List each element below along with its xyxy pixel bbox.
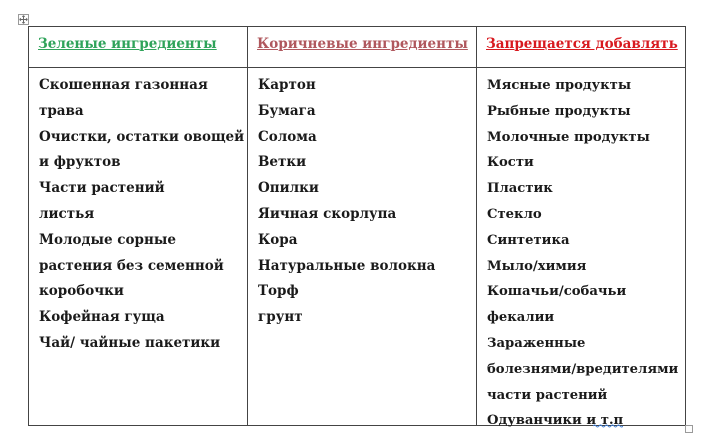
column-green — [29, 27, 246, 425]
list-item: Зараженные — [487, 335, 586, 351]
list-item: части растений — [487, 387, 608, 403]
list-item: Молодые сорные — [39, 231, 176, 248]
list-item: Кора — [258, 231, 298, 248]
list-item: Стекло — [487, 206, 542, 222]
list-item: Картон — [258, 77, 316, 93]
table-move-handle[interactable] — [18, 14, 29, 25]
list-item: болезнями/вредителями — [487, 361, 679, 377]
list-item: Мясные продукты — [487, 78, 632, 93]
list-item: Солома — [258, 128, 317, 145]
list-item: Кофейная гуща — [39, 309, 165, 326]
forbidden-items-list — [487, 73, 681, 434]
list-item: Опилки — [258, 180, 319, 197]
list-item: Яичная скорлупа — [258, 205, 397, 222]
list-item: Синтетика — [487, 232, 570, 248]
list-item: Очистки, остатки овощей — [39, 128, 245, 145]
move-icon — [19, 15, 28, 24]
spellcheck-underline — [593, 424, 623, 428]
list-item: Части растений — [39, 180, 165, 197]
list-item: Кошачьи/собачьи — [487, 284, 627, 300]
list-item: Ветки — [258, 154, 307, 171]
list-item: Бумага — [258, 102, 316, 119]
header-brown: Коричневые ингредиенты — [257, 36, 468, 52]
column-brown — [247, 27, 477, 425]
list-item: Молочные продукты — [487, 129, 650, 145]
column-forbidden — [476, 27, 685, 429]
list-item: Пластик — [487, 181, 553, 197]
list-item: грунт — [258, 309, 303, 326]
list-item: фекалии — [487, 310, 555, 326]
header-forbidden: Запрещается добавлять — [486, 36, 678, 52]
green-items-list — [39, 73, 245, 357]
list-item: Одуванчики и т.п — [487, 413, 624, 429]
list-item: растения без семенной — [39, 257, 224, 274]
list-item: и фруктов — [39, 154, 121, 171]
list-item: коробочки — [39, 283, 124, 300]
brown-items-list — [258, 73, 473, 331]
list-item: Чай/ чайные пакетики — [39, 334, 221, 351]
list-item: трава — [39, 102, 84, 119]
list-item: листья — [39, 205, 95, 222]
list-item: Скошенная газонная — [39, 77, 208, 93]
table-resize-handle[interactable] — [685, 425, 693, 433]
list-item: Рыбные продукты — [487, 103, 631, 119]
list-item: Мыло/химия — [487, 258, 587, 274]
header-green: Зеленые ингредиенты — [38, 36, 217, 52]
list-item: Кости — [487, 155, 534, 171]
list-item: Натуральные волокна — [258, 257, 436, 274]
ingredients-table — [28, 26, 686, 429]
list-item: Торф — [258, 283, 299, 300]
